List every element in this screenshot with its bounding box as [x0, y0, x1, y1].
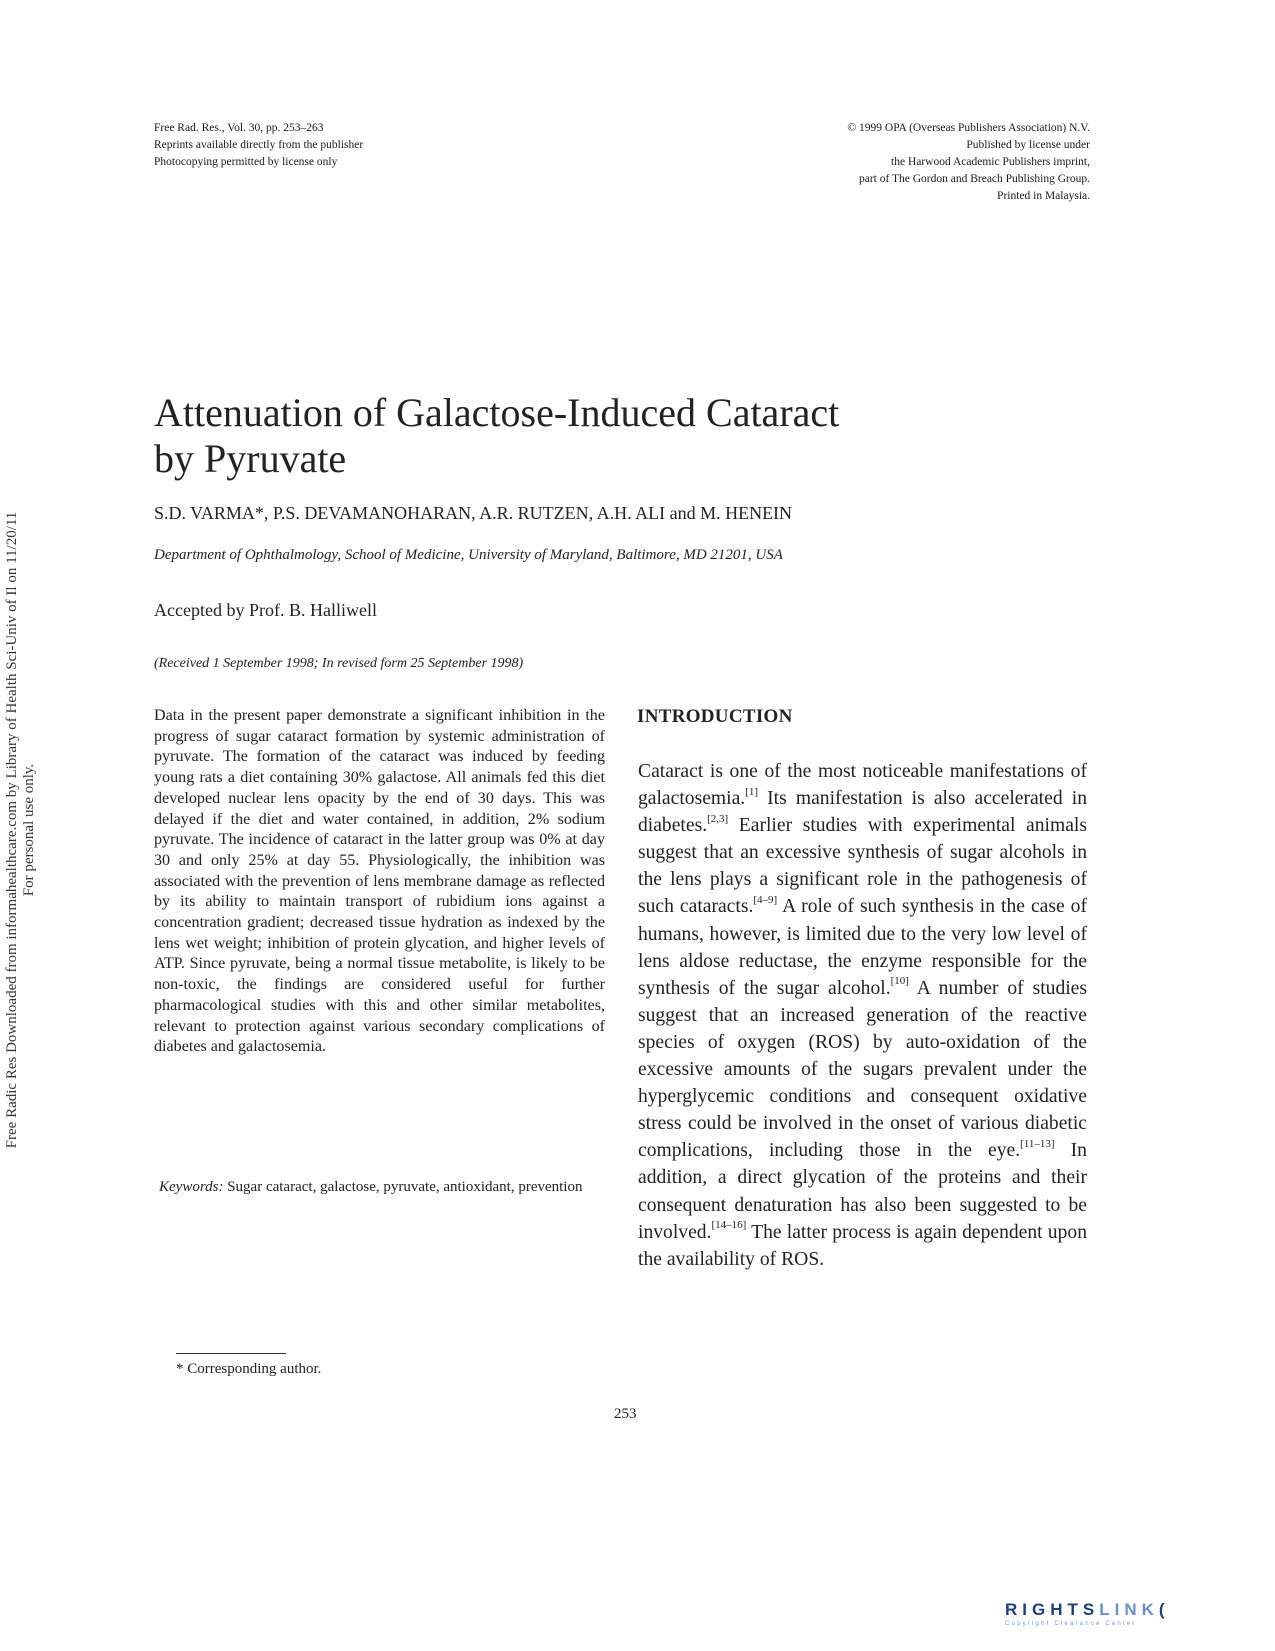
introduction-text — [638, 758, 1087, 1273]
imprint-line: the Harwood Academic Publishers imprint, — [891, 156, 1090, 168]
download-source-line: Free Radic Res Downloaded from informahealthcare.com by Library of Health Sci-Univ of Il on 11/20/11 — [4, 511, 20, 1149]
photocopy-note: Photocopying permitted by license only — [154, 156, 338, 168]
keywords-text: Sugar cataract, galactose, pyruvate, antioxidant, prevention — [227, 1179, 583, 1195]
intro-text-segment: A role of such synthesis in the case of humans, however, is limited due to the very low level of lens aldose reductase, the enzyme responsible for the synthesis of the sugar alcohol. — [638, 896, 1087, 999]
rightslink-link: LINK — [1099, 1600, 1159, 1619]
intro-text-segment: Its manifestation is also accelerated in diabetes. — [638, 788, 1087, 837]
rightslink-logo[interactable] — [1005, 1600, 1245, 1634]
corresponding-author-footnote: * Corresponding author. — [176, 1361, 322, 1377]
section-heading-introduction: INTRODUCTION — [637, 706, 793, 727]
accepted-by: Accepted by Prof. B. Halliwell — [154, 600, 377, 620]
keywords — [159, 1178, 605, 1197]
license-line: Published by license under — [966, 139, 1090, 151]
citation-ref: [4–9] — [753, 893, 778, 906]
intro-text-segment: The latter process is again dependent upon the availability of ROS. — [638, 1221, 1087, 1270]
citation-ref: [14–16] — [711, 1219, 747, 1232]
keywords-label: Keywords: — [159, 1179, 224, 1195]
intro-text-segment: A number of studies suggest that an increased generation of the reactive species of oxygen (ROS) by auto-oxidation of the excessive amounts of the sugars prevalent under the hyperglycemic conditions and consequent oxidative stress could be involved in the onset of various diabetic complications, including those in the eye. — [638, 977, 1088, 1162]
received-dates: (Received 1 September 1998; In revised form 25 September 1998) — [154, 656, 524, 671]
page-number: 253 — [614, 1406, 637, 1422]
publisher-block — [760, 120, 1090, 205]
rightslink-rights: RIGHTS — [1005, 1600, 1100, 1619]
rightslink-tagline: Copyright Clearance Center — [1005, 1621, 1137, 1627]
intro-text-segment: In addition, a direct glycation of the proteins and their consequent denaturation has also been suggested to be involved. — [638, 1140, 1087, 1243]
copyright-line: © 1999 OPA (Overseas Publishers Association) N.V. — [847, 122, 1090, 134]
citation-ref: [11–13] — [1020, 1137, 1055, 1150]
journal-citation-block — [154, 120, 514, 171]
footnote-rule — [176, 1353, 286, 1354]
title-line-1: Attenuation of Galactose-Induced Cataract — [154, 390, 840, 435]
citation-ref: [1] — [745, 785, 759, 798]
reprints-note: Reprints available directly from the publisher — [154, 139, 364, 151]
intro-text-segment: Cataract is one of the most noticeable manifestations of galactosemia. — [638, 761, 1087, 810]
group-line: part of The Gordon and Breach Publishing Group. — [858, 173, 1090, 185]
download-side-note — [4, 470, 38, 1190]
article-title — [154, 390, 954, 482]
personal-use-line: For personal use only. — [21, 763, 37, 897]
rightslink-wordmark — [1005, 1600, 1245, 1620]
citation-ref: [10] — [890, 975, 909, 988]
title-line-2: by Pyruvate — [154, 436, 347, 481]
rightslink-mark-icon: ( — [1158, 1600, 1170, 1619]
intro-text-segment: Earlier studies with experimental animals suggest that an excessive synthesis of sugar alcohols in the lens plays a significant role in the pathogenesis of such cataracts. — [638, 815, 1087, 918]
abstract: Data in the present paper demonstrate a significant inhibition in the progress of sugar cataract formation by systemic administration of pyruvate. The formation of the cataract was induced by feeding young rats a diet containing 30% galactose. All animals fed this diet developed nuclear lens opacity by the end of 30 days. This was delayed if the diet and water contained, in addition, 2% sodium pyruvate. The incidence of cataract in the latter group was 0% at day 30 and only 25% at day 55. Physiologically, the inhibition was associated with the prevention of lens membrane damage as reflected by its ability to maintain transport of rubidium ions against a concentration gradient; decreased tissue hydration as indexed by the lens wet weight; inhibition of protein glycation, and higher levels of ATP. Since pyruvate, being a normal tissue metabolite, is likely to be non-toxic, the findings are considered useful for further pharmacological studies with this and other similar metabolites, relevant to protection against various secondary complications of diabetes and galactosemia. — [154, 707, 605, 1056]
journal-citation: Free Rad. Res., Vol. 30, pp. 253–263 — [154, 122, 324, 134]
affiliation: Department of Ophthalmology, School of Medicine, University of Maryland, Baltimore, MD 21201, USA — [154, 547, 783, 563]
author-list: S.D. VARMA*, P.S. DEVAMANOHARAN, A.R. RUTZEN, A.H. ALI and M. HENEIN — [154, 503, 793, 523]
citation-ref: [2,3] — [707, 812, 729, 825]
printed-line: Printed in Malaysia. — [997, 190, 1090, 202]
